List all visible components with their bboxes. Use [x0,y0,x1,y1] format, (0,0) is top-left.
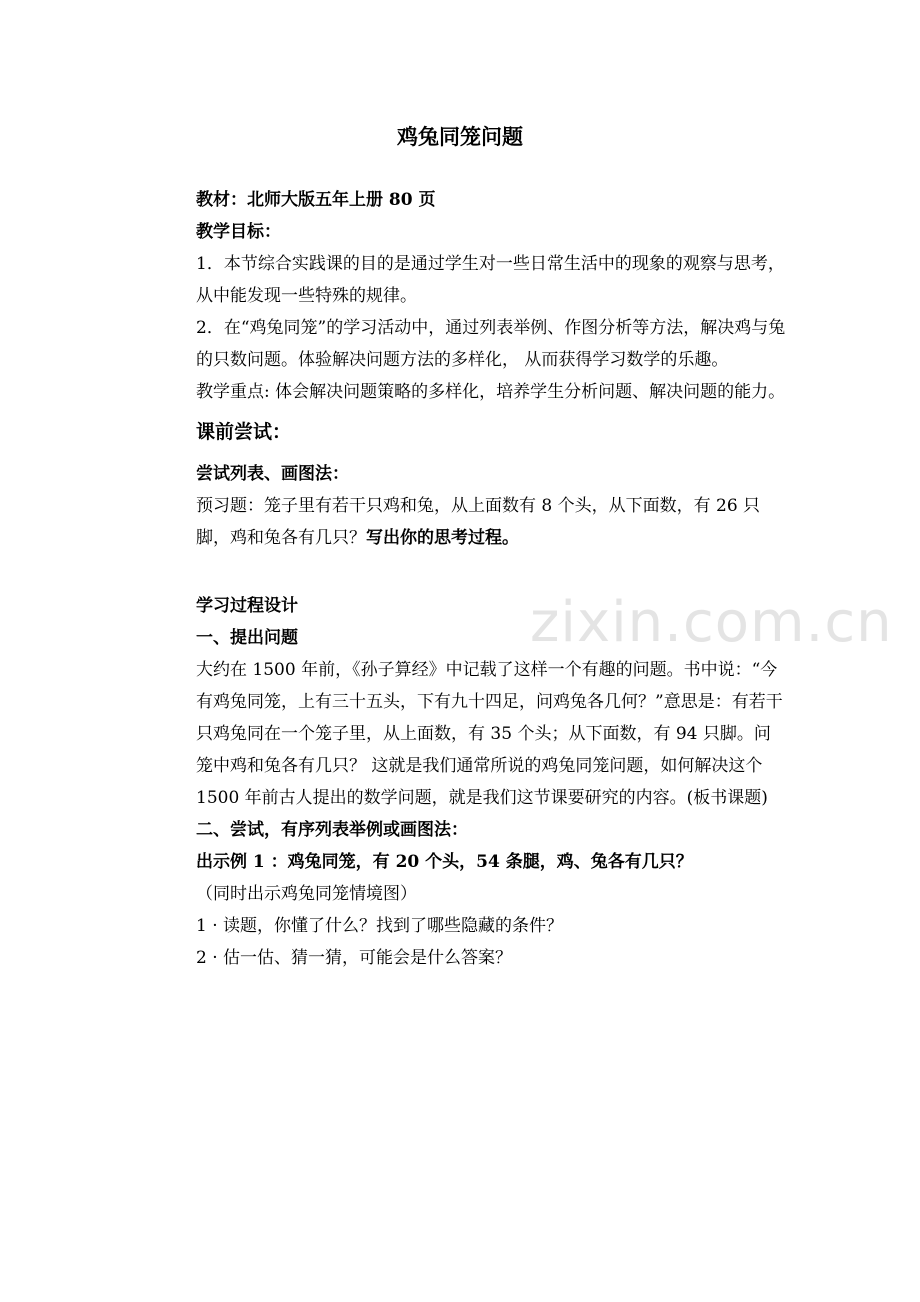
key-point: 教学重点: 体会解决问题策略的多样化，培养学生分析问题、解决问题的能力。 [196,382,786,402]
section-1-heading: 一、提出问题 [196,628,298,648]
example-1: 出示例 1 ：鸡兔同笼，有 20 个头，54 条腿，鸡、兔各有几只？ [196,852,693,872]
watermark: zixin.com.cn [530,590,893,655]
preview-text: 预习题：笼子里有若干只鸡和兔，从上面数有 8 个头，从下面数，有 26 只脚，鸡和兔各有几只？ [196,496,761,548]
material-line: 教材：北师大版五年上册 80 页 [196,190,436,210]
question-2: 2 · 估一估、猜一猜，可能会是什么答案？ [196,948,513,968]
preview-instruction: 写出你的思考过程。 [366,528,519,548]
section-1-text: 大约在 1500 年前，《孙子算经》中记载了这样一个有趣的问题。书中说：“今有鸡兔同笼，上有三十五头，下有九十四足，问鸡兔各几何？”意思是：有若干只鸡兔同在一个笼子里，从上面数，有 35 个头；从下面数，有 94 只脚。问笼中鸡和兔各有几只？ 这就是我们通常所说的鸡兔同笼问题，如何解决这个 1500 年前古人提出的数学问题，就是我们这节课要研究的内容。(板书课题) [196,660,783,808]
section-2-heading: 二、尝试，有序列表举例或画图法： [196,820,468,840]
question-1: 1 · 读题，你懂了什么？找到了哪些隐藏的条件？ [196,916,564,936]
pre-try-heading: 课前尝试： [196,421,292,443]
process-heading: 学习过程设计 [196,596,298,616]
goal-2: 2．在“鸡兔同笼”的学习活动中，通过列表举例、作图分析等方法，解决鸡与兔的只数问题。体验解决问题方法的多样化， 从而获得学习数学的乐趣。 [196,318,786,370]
goals-heading: 教学目标： [196,222,281,242]
spacer [196,554,786,590]
goal-1: 1．本节综合实践课的目的是通过学生对一些日常生活中的现象的观察与思考，从中能发现一些特殊的规律。 [196,254,785,306]
document-title: 鸡兔同笼问题 [397,124,523,149]
preview-question [196,490,786,554]
example-1-note: （同时出示鸡兔同笼情境图） [196,884,417,904]
document-body [196,184,786,974]
pre-try-subheading: 尝试列表、画图法： [196,464,349,484]
